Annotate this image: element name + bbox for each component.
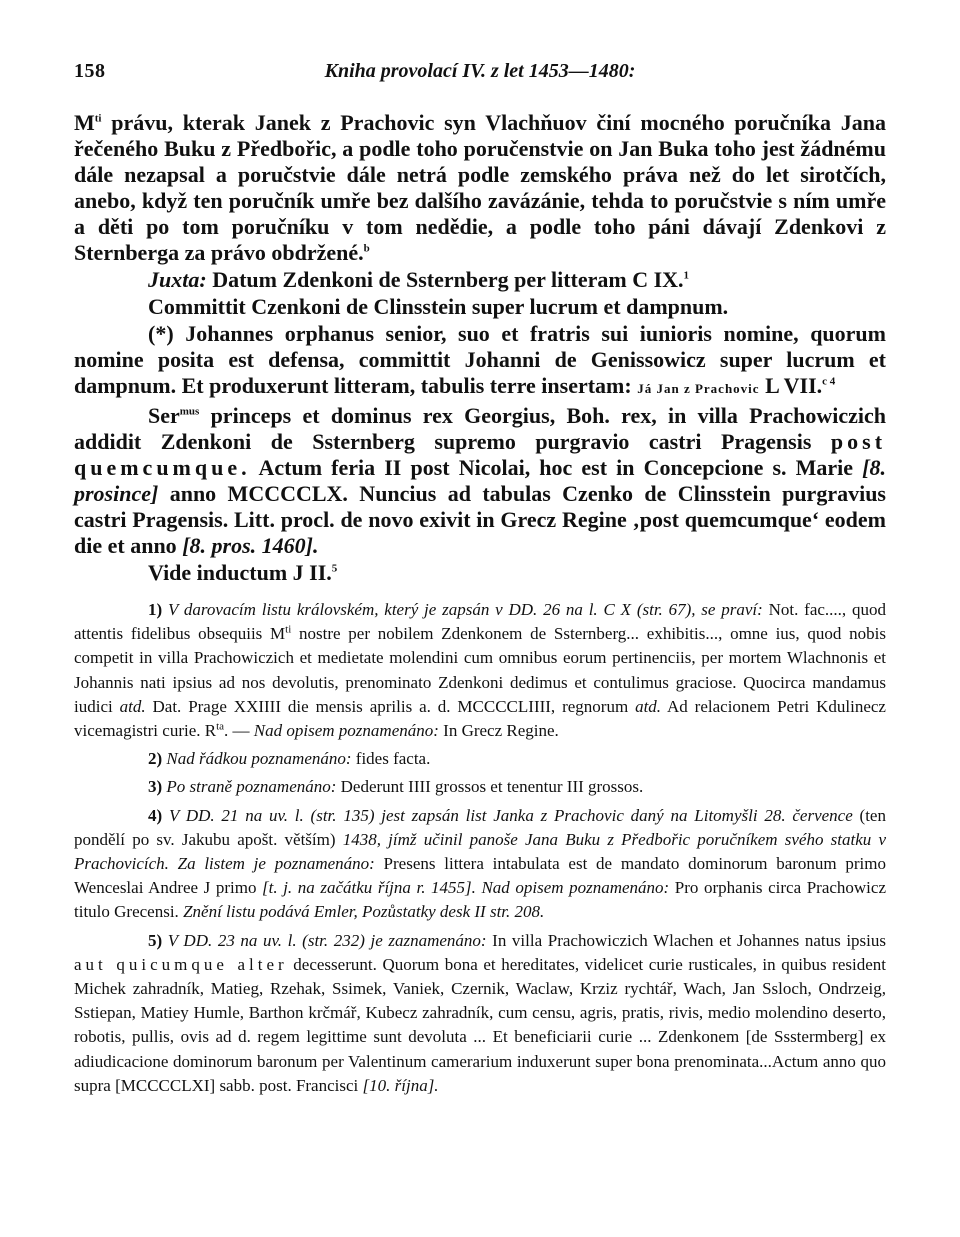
- text: Po straně poznamenáno:: [162, 777, 337, 797]
- text: 1438, jímž učinil panoše Jana Buku z Předbořic poručníkem svého statku v Prachovicích. Za listem je poznamenáno:: [74, 829, 886, 874]
- text: Nad řádkou poznamenáno:: [162, 749, 352, 769]
- footnote-ref: 5: [331, 562, 338, 575]
- footnote-number: 1): [148, 600, 163, 619]
- text: V DD. 23 na uv. l. (str. 232) je zaznamenáno:: [162, 930, 487, 950]
- main-text: [74, 110, 886, 587]
- text: V darovacím listu královském, který je zapsán v DD. 26 na l. C X (str. 67), se praví:: [162, 600, 763, 619]
- text: Dat. Prage XXIIII die mensis aprilis a. d. MCCCCLIIII, regnorum: [145, 696, 629, 716]
- text: Datum Zdenkoni de Ssternberg per litteram C IX.: [206, 267, 684, 292]
- running-head: Kniha provolací IV. z let 1453—1480:: [324, 60, 636, 82]
- footnote-ref: 1: [683, 269, 690, 282]
- paragraph-4: [74, 321, 886, 402]
- footnote-3: [74, 775, 886, 799]
- text: Znění listu podává Emler, Pozůstatky desk II str. 208.: [178, 902, 545, 922]
- text: právu, kterak Janek z Prachovic syn Vlachňuov činí mocného poručníka Jana řečeného Buku z Předbořic, a podle toho poručenstvie on Jan Buka toho jest žádnému dále nezapsal a poručstvie dále netrá podle zemského práva než do let sirotčích, anebo, když ten poručník umře bez dalšího zavázánie, tehda to poručstvie s ním umře a děti po tom poručníku v tom nedědie, a podle toho páni dávají Zdenkovi z Sternberga za právo obdržené.: [74, 110, 886, 265]
- paragraph-2: [74, 267, 886, 293]
- text: Actum feria II post Nicolai, hoc est in Concepcione s. Marie: [250, 455, 854, 480]
- text: nostre per nobilem Zdenkonem de Ssternberg... exhibitis..., omne ius, quod nobis competit in villa Prachowiczich et medietate molendini cum omnibus eorum pertinenciis, per mortem Wlachnonis et Johannis nati ipsius ad nos devolutis, prenominato Zdenkoni dedimus et contulimus graciose. Quocirca mandamus iudici: [74, 624, 886, 716]
- footnote-number: 4): [148, 805, 163, 825]
- text: post quemcumque.: [74, 429, 887, 480]
- text: Nad opisem poznamenáno:: [249, 721, 439, 741]
- footnotes: [74, 598, 886, 1102]
- text: Dederunt IIII grossos et tenentur III grossos.: [336, 777, 644, 797]
- page-header: [74, 60, 886, 90]
- text: Pro orphanis circa Prachowicz titulo Grecensi.: [74, 878, 886, 922]
- superscript: mus: [179, 405, 200, 418]
- paragraph-6: [74, 560, 886, 586]
- footnote-ref: b: [363, 242, 370, 255]
- text: aut quicumque alter: [74, 954, 288, 974]
- text: . —: [224, 721, 250, 741]
- footnote-1: [74, 598, 886, 743]
- text: In villa Prachowiczich Wlachen et Johannes natus ipsius: [486, 930, 887, 950]
- text: Juxta:: [148, 267, 207, 292]
- footnote-5: [74, 929, 886, 1098]
- text: [10. října].: [358, 1075, 439, 1095]
- text: Not. fac...., quod attentis fidelibus obsequiis M: [74, 600, 886, 644]
- superscript: ta: [216, 720, 225, 733]
- footnote-2: [74, 747, 886, 771]
- footnote-number: 3): [148, 777, 163, 797]
- text: Ser: [148, 403, 180, 428]
- page-number: 158: [74, 60, 106, 82]
- text: atd.: [112, 696, 146, 716]
- superscript: ti: [285, 623, 292, 636]
- text: V DD. 21 na uv. l. (str. 135) jest zapsán list Janka z Prachovic daný na Litomyšli 28. července: [162, 805, 853, 825]
- text: [t. j. na začátku října r. 1455]. Nad opisem poznamenáno:: [256, 878, 670, 898]
- text: (*) Johannes orphanus senior, suo et fratris sui iunioris nomine, quorum nomine posita est defensa, committit Johanni de Genissowicz super lucrum et dampnum. Et produxerunt litteram, tabulis terre insertam:: [74, 321, 886, 398]
- paragraph-1: [74, 110, 886, 266]
- text: [8. prosince]: [74, 455, 886, 506]
- text: Ad relacionem Petri Kdulinecz vicemagistri curie. R: [74, 696, 886, 741]
- footnote-number: 2): [148, 749, 163, 769]
- footnote-number: 5): [148, 930, 163, 950]
- footnote-4: [74, 804, 886, 925]
- footnote-ref: c 4: [822, 375, 836, 388]
- superscript: ti: [94, 112, 102, 125]
- text: In Grecz Regine.: [438, 721, 559, 741]
- text: Presens littera intabulata est de mandato dominorum baronum primo Wenceslai Andree J primo: [74, 854, 886, 898]
- text: L VII.: [759, 373, 823, 398]
- text: atd.: [628, 696, 662, 716]
- text: fides facta.: [351, 749, 431, 769]
- text: Já Jan z Prachovic: [637, 381, 760, 396]
- text: (ten pondělí po sv. Jakubu apošt. větším): [74, 805, 886, 849]
- text: [8. pros. 1460].: [182, 533, 319, 558]
- text: Vide inductum J II.: [148, 560, 332, 585]
- text: M: [74, 110, 95, 135]
- text: anno MCCCCLX. Nuncius ad tabulas Czenko de Clinsstein purgravius castri Pragensis. Litt. procl. de novo exivit in Grecz Regine ‚post quemcumque‘ eodem die et anno: [74, 481, 886, 558]
- paragraph-3: Committit Czenkoni de Clinsstein super lucrum et dampnum.: [148, 294, 729, 319]
- text: decesserunt. Quorum bona et hereditates, videlicet curie rusticales, in quibus resident Michek zahradník, Matieg, Rzehak, Ssimek, Vaniek, Czernik, Waclaw, Krziz rychtář, Wach, Jan Ssloch, Ondrzeig, Sstiepan, Matiey Humle, Barthon krčmář, Kubecz zahradník, cum censu, agris, pratis, rivis, medio molendino deserto, robotis, pullis, ovis ad d. regem legittime sunt devoluta ... Et beneficiarii curie ... Zdenkonem [de Ssstermberg] ex adiudicacione dominorum baronum per Valentinum camerarium induxerunt super bona prenominata...Actum anno quo supra [MCCCCLXI] sabb. post. Francisci: [74, 954, 886, 1095]
- text: princeps et dominus rex Georgius, Boh. rex, in villa Prachowiczich addidit Zdenkoni de Ssternberg supremo purgravio castri Pragensis: [74, 403, 886, 454]
- paragraph-5: [74, 403, 886, 559]
